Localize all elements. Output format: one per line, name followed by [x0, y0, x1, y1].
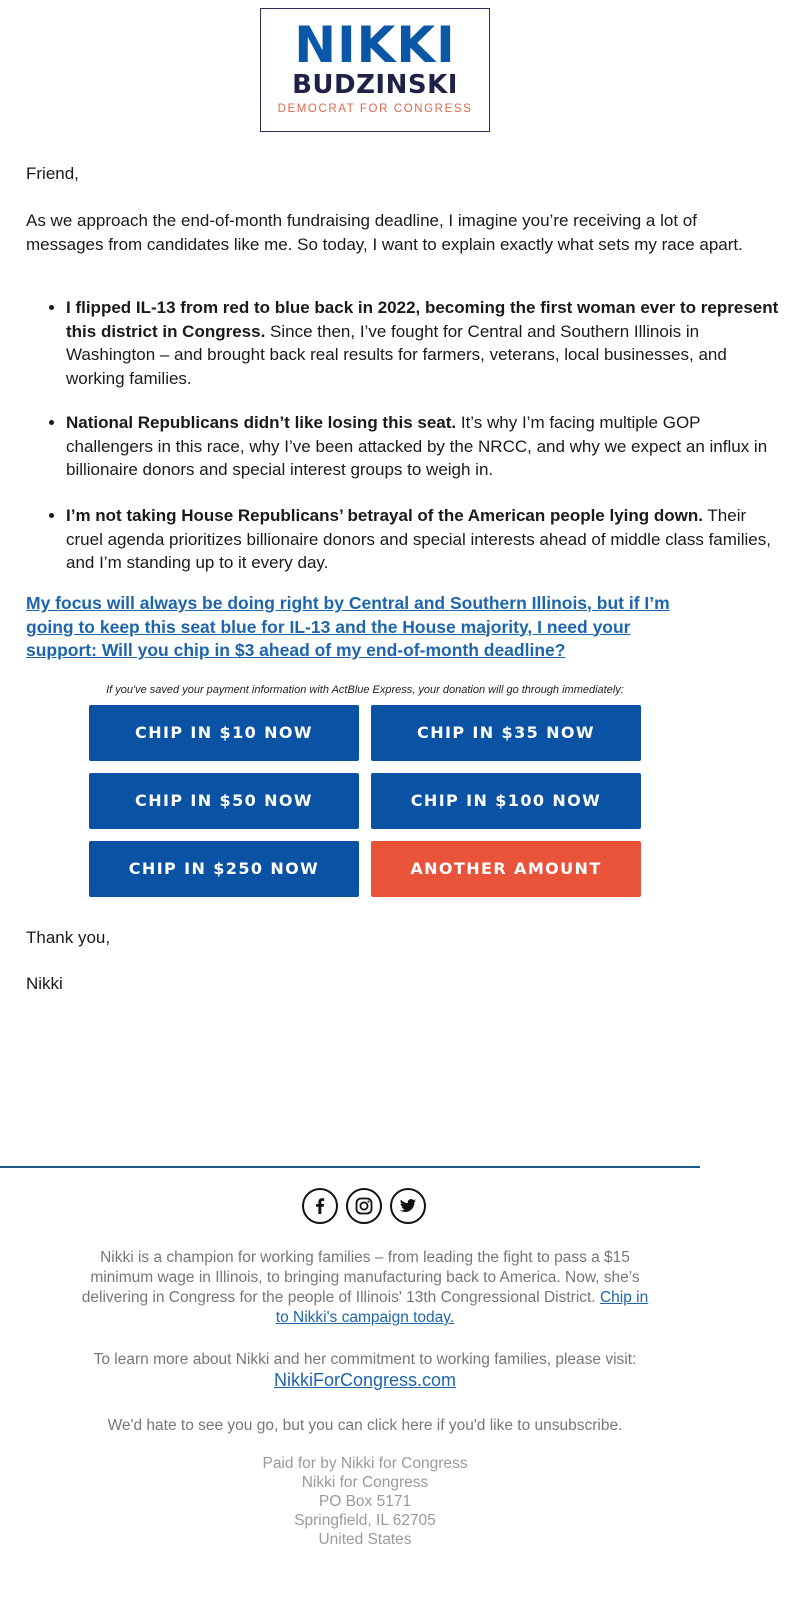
- point-text: Since then, I’ve fought for Central and Southern Illinois in Washington – and brought back real results for farmers, veterans, local businesses, and working families.: [66, 321, 727, 388]
- points-list-1: [26, 296, 786, 390]
- list-item: [66, 504, 786, 575]
- chip-in-10-button[interactable]: CHIP IN $10 NOW: [89, 705, 359, 761]
- another-amount-button[interactable]: ANOTHER AMOUNT: [371, 841, 641, 897]
- logo-last-name: BUDZINSKI: [292, 70, 458, 100]
- footer-divider: [0, 1166, 700, 1168]
- chip-in-35-button[interactable]: CHIP IN $35 NOW: [371, 705, 641, 761]
- points-list-2: [26, 411, 786, 482]
- instagram-icon[interactable]: [346, 1188, 382, 1224]
- facebook-icon[interactable]: [302, 1188, 338, 1224]
- unsubscribe-text[interactable]: We'd hate to see you go, but you can click here if you'd like to unsubscribe.: [107, 1417, 623, 1434]
- chip-in-50-button[interactable]: CHIP IN $50 NOW: [89, 773, 359, 829]
- twitter-icon[interactable]: [390, 1188, 426, 1224]
- list-item: [66, 411, 786, 482]
- po-box: PO Box 5171: [318, 1493, 412, 1510]
- paid-for-line: Paid for by Nikki for Congress: [262, 1455, 468, 1472]
- paid-for-block: [80, 1454, 650, 1549]
- learn-more-text: To learn more about Nikki and her commitment to working families, please visit:: [93, 1351, 637, 1368]
- signoff: Thank you,: [26, 928, 111, 947]
- social-links: [302, 1188, 432, 1228]
- city-line: Springfield, IL 62705: [294, 1512, 436, 1529]
- chip-in-footer-link[interactable]: Chip in to Nikki's campaign today.: [275, 1289, 649, 1326]
- footer-learn-more: [80, 1350, 650, 1392]
- signature: Nikki: [26, 974, 63, 993]
- logo-tagline: DEMOCRAT FOR CONGRESS: [277, 103, 473, 115]
- donate-cta-link[interactable]: My focus will always be doing right by Central and Southern Illinois, but if I’m going to keep this seat blue for IL-13 and the House majority, I need your support: Will you chip in $3 ahead of my end-of-month deadline?: [26, 593, 670, 660]
- country-line: United States: [318, 1531, 412, 1548]
- footer-bio-text: Nikki is a champion for working families – from leading the fight to pass a $15 minimum wage in Illinois, to bringing manufacturing back to America. Now, she’s delivering in Congress for the people of Illinois' 13th Congressional District.: [81, 1249, 640, 1306]
- list-item: [66, 296, 786, 390]
- chip-in-100-button[interactable]: CHIP IN $100 NOW: [371, 773, 641, 829]
- point-text: It’s why I’m facing multiple GOP challengers in this race, why I’ve been attacked by the NRCC, and why we expect an influx in billionaire donors and special interest groups to weigh in.: [66, 413, 768, 479]
- point-bold: I flipped IL-13 from red to blue back in 2022, becoming the first woman ever to represent this district in Congress.: [66, 298, 779, 341]
- actblue-note: If you've saved your payment information with ActBlue Express, your donation will go through immediately:: [106, 684, 624, 696]
- chip-in-250-button[interactable]: CHIP IN $250 NOW: [89, 841, 359, 897]
- point-bold: I’m not taking House Republicans’ betrayal of the American people lying down.: [66, 506, 703, 525]
- org-name: Nikki for Congress: [301, 1474, 429, 1491]
- logo-first-name: NIKKI: [294, 16, 456, 74]
- point-text: Their cruel agenda prioritizes billionaire donors and special interests ahead of middle class families, and I’m standing up to it every day.: [66, 506, 771, 572]
- website-link[interactable]: NikkiForCongress.com: [273, 1370, 457, 1390]
- intro-paragraph: As we approach the end-of-month fundraising deadline, I imagine you’re receiving a lot of messages from candidates like me. So today, I want to explain exactly what sets my race apart.: [26, 211, 743, 254]
- footer-bio: [80, 1248, 650, 1328]
- point-bold: National Republicans didn’t like losing this seat.: [66, 413, 457, 432]
- points-list-3: [26, 504, 786, 575]
- campaign-logo: [260, 8, 490, 132]
- greeting: Friend,: [26, 164, 79, 183]
